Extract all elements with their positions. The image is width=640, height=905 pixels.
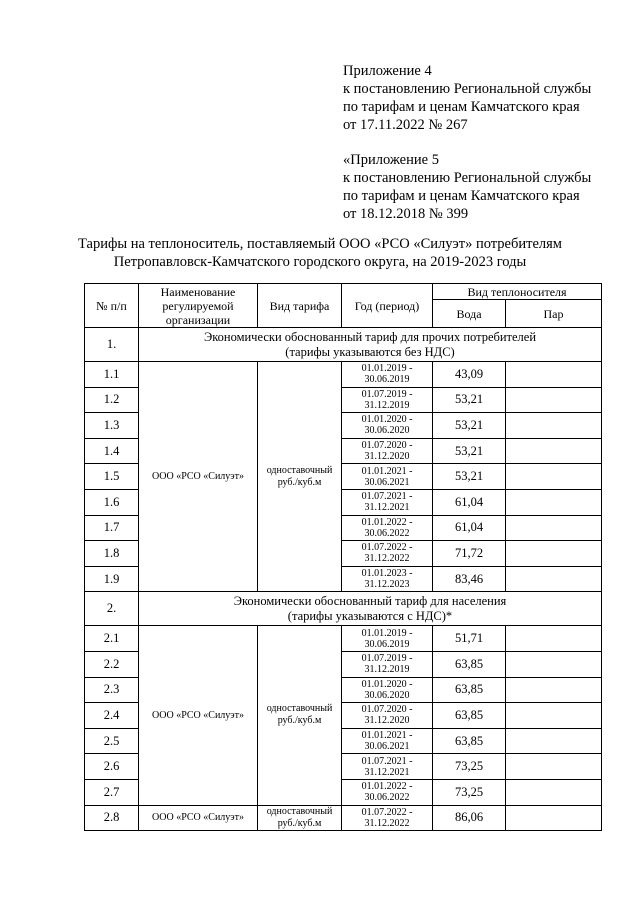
period-start: 01.01.2021 - <box>361 465 413 477</box>
row-number: 2.5 <box>85 728 139 754</box>
section-title-line: Экономически обоснованный тариф для прочих потребителей <box>203 329 537 344</box>
period-start: 01.01.2021 - <box>361 730 413 742</box>
section-title <box>139 328 602 362</box>
row-number: 1.9 <box>85 566 139 592</box>
period-end: 30.06.2020 <box>364 425 410 437</box>
period-start: 01.01.2023 - <box>361 568 413 580</box>
period-cell <box>342 489 433 515</box>
tariff-unit-line: руб./куб.м <box>277 476 322 488</box>
period-start: 01.07.2020 - <box>361 440 413 452</box>
appendix-line: к постановлению Региональной службы <box>343 170 592 186</box>
row-number: 1.2 <box>85 387 139 413</box>
organization-cell: ООО «РСО «Силуэт» <box>139 626 258 805</box>
steam-tariff-value <box>506 464 602 490</box>
period-cell <box>342 626 433 652</box>
header-tarif: Вид тарифа <box>258 284 342 328</box>
period-cell <box>342 387 433 413</box>
appendix-line: от 18.12.2018 № 399 <box>343 206 469 222</box>
period-end: 31.12.2021 <box>364 766 410 778</box>
period-start: 01.01.2020 - <box>361 414 413 426</box>
period-cell <box>342 805 433 831</box>
period-end: 31.12.2020 <box>364 451 410 463</box>
water-tariff-value: 83,46 <box>433 566 506 592</box>
water-tariff-value: 63,85 <box>433 728 506 754</box>
steam-tariff-value <box>506 651 602 677</box>
steam-tariff-value <box>506 728 602 754</box>
period-end: 30.06.2020 <box>364 689 410 701</box>
water-tariff-value: 71,72 <box>433 541 506 567</box>
period-end: 31.12.2023 <box>364 579 410 591</box>
period-cell <box>342 779 433 805</box>
period-cell <box>342 464 433 490</box>
row-number: 2.6 <box>85 754 139 780</box>
period-end: 31.12.2022 <box>364 553 410 565</box>
section-number: 2. <box>85 592 139 626</box>
header-water: Вода <box>433 300 506 328</box>
steam-tariff-value <box>506 779 602 805</box>
title-line: Петропавловск-Камчатского городского округа, на 2019-2023 годы <box>113 254 527 270</box>
period-end: 30.06.2019 <box>364 638 410 650</box>
period-end: 31.12.2019 <box>364 664 410 676</box>
header-num: № п/п <box>85 284 139 328</box>
steam-tariff-value <box>506 362 602 388</box>
steam-tariff-value <box>506 413 602 439</box>
water-tariff-value: 53,21 <box>433 387 506 413</box>
period-cell <box>342 362 433 388</box>
appendix-line: «Приложение 5 <box>343 152 439 168</box>
row-number: 2.1 <box>85 626 139 652</box>
row-number: 2.7 <box>85 779 139 805</box>
period-start: 01.01.2019 - <box>361 363 413 375</box>
water-tariff-value: 61,04 <box>433 515 506 541</box>
period-end: 30.06.2019 <box>364 374 410 386</box>
section-title-line: (тарифы указываются без НДС) <box>285 344 455 359</box>
water-tariff-value: 51,71 <box>433 626 506 652</box>
period-end: 30.06.2022 <box>364 792 410 804</box>
appendix-block <box>343 62 633 223</box>
tariff-table <box>84 283 602 831</box>
tariff-unit-line: руб./куб.м <box>277 817 322 829</box>
period-end: 31.12.2021 <box>364 502 410 514</box>
period-cell <box>342 438 433 464</box>
row-number: 2.4 <box>85 703 139 729</box>
period-cell <box>342 677 433 703</box>
period-start: 01.07.2022 - <box>361 542 413 554</box>
period-start: 01.01.2022 - <box>361 516 413 528</box>
period-end: 30.06.2022 <box>364 527 410 539</box>
row-number: 1.8 <box>85 541 139 567</box>
period-cell <box>342 651 433 677</box>
row-number: 1.1 <box>85 362 139 388</box>
water-tariff-value: 73,25 <box>433 779 506 805</box>
period-start: 01.07.2021 - <box>361 491 413 503</box>
period-cell <box>342 728 433 754</box>
period-start: 01.01.2020 - <box>361 678 413 690</box>
header-carrier: Вид теплоносителя <box>433 284 602 300</box>
appendix-line: к постановлению Региональной службы <box>343 81 592 97</box>
title-line: Тарифы на теплоноситель, поставляемый ООО «РСО «Силуэт» потребителям <box>78 236 562 252</box>
row-number: 2.3 <box>85 677 139 703</box>
water-tariff-value: 53,21 <box>433 438 506 464</box>
tariff-type-cell <box>258 805 342 831</box>
section-title-line: (тарифы указываются с НДС)* <box>287 608 453 623</box>
organization-cell: ООО «РСО «Силуэт» <box>139 362 258 592</box>
steam-tariff-value <box>506 805 602 831</box>
steam-tariff-value <box>506 626 602 652</box>
steam-tariff-value <box>506 438 602 464</box>
steam-tariff-value <box>506 703 602 729</box>
period-end: 31.12.2019 <box>364 399 410 411</box>
row-number: 2.2 <box>85 651 139 677</box>
tariff-type-line: одноставочный <box>266 805 333 817</box>
steam-tariff-value <box>506 566 602 592</box>
water-tariff-value: 63,85 <box>433 651 506 677</box>
water-tariff-value: 63,85 <box>433 677 506 703</box>
table-row <box>85 805 602 831</box>
row-number: 1.7 <box>85 515 139 541</box>
water-tariff-value: 61,04 <box>433 489 506 515</box>
water-tariff-value: 86,06 <box>433 805 506 831</box>
period-start: 01.07.2022 - <box>361 806 413 818</box>
section-title-line: Экономически обоснованный тариф для населения <box>233 593 507 608</box>
section-header-row <box>85 592 602 626</box>
period-start: 01.07.2019 - <box>361 388 413 400</box>
water-tariff-value: 63,85 <box>433 703 506 729</box>
steam-tariff-value <box>506 541 602 567</box>
period-end: 30.06.2021 <box>364 476 410 488</box>
water-tariff-value: 73,25 <box>433 754 506 780</box>
table-row <box>85 362 602 388</box>
header-steam: Пар <box>506 300 602 328</box>
water-tariff-value: 53,21 <box>433 413 506 439</box>
period-start: 01.07.2021 - <box>361 755 413 767</box>
steam-tariff-value <box>506 677 602 703</box>
period-start: 01.01.2022 - <box>361 781 413 793</box>
appendix-line: от 17.11.2022 № 267 <box>343 117 468 133</box>
organization-cell: ООО «РСО «Силуэт» <box>139 805 258 831</box>
header-period: Год (период) <box>342 284 433 328</box>
steam-tariff-value <box>506 387 602 413</box>
document-title <box>40 235 600 271</box>
period-end: 30.06.2021 <box>364 741 410 753</box>
period-cell <box>342 566 433 592</box>
tariff-type-line: одноставочный <box>266 703 333 715</box>
row-number: 1.3 <box>85 413 139 439</box>
period-cell <box>342 703 433 729</box>
period-cell <box>342 754 433 780</box>
tariff-type-cell <box>258 626 342 805</box>
tariff-type-cell <box>258 362 342 592</box>
appendix-line: Приложение 4 <box>343 63 432 79</box>
row-number: 1.4 <box>85 438 139 464</box>
row-number: 1.5 <box>85 464 139 490</box>
tariff-unit-line: руб./куб.м <box>277 715 322 727</box>
header-org: Наименование регулируемой организации <box>139 284 258 328</box>
steam-tariff-value <box>506 489 602 515</box>
period-cell <box>342 413 433 439</box>
period-start: 01.07.2020 - <box>361 704 413 716</box>
table-row <box>85 626 602 652</box>
row-number: 1.6 <box>85 489 139 515</box>
section-header-row <box>85 328 602 362</box>
period-start: 01.07.2019 - <box>361 653 413 665</box>
period-cell <box>342 541 433 567</box>
period-cell <box>342 515 433 541</box>
period-start: 01.01.2019 - <box>361 627 413 639</box>
water-tariff-value: 53,21 <box>433 464 506 490</box>
section-number: 1. <box>85 328 139 362</box>
row-number: 2.8 <box>85 805 139 831</box>
section-title <box>139 592 602 626</box>
tariff-type-line: одноставочный <box>266 464 333 476</box>
period-end: 31.12.2022 <box>364 817 410 829</box>
appendix-line: по тарифам и ценам Камчатского края <box>343 188 580 204</box>
appendix-line: по тарифам и ценам Камчатского края <box>343 99 580 115</box>
steam-tariff-value <box>506 515 602 541</box>
period-end: 31.12.2020 <box>364 715 410 727</box>
steam-tariff-value <box>506 754 602 780</box>
water-tariff-value: 43,09 <box>433 362 506 388</box>
